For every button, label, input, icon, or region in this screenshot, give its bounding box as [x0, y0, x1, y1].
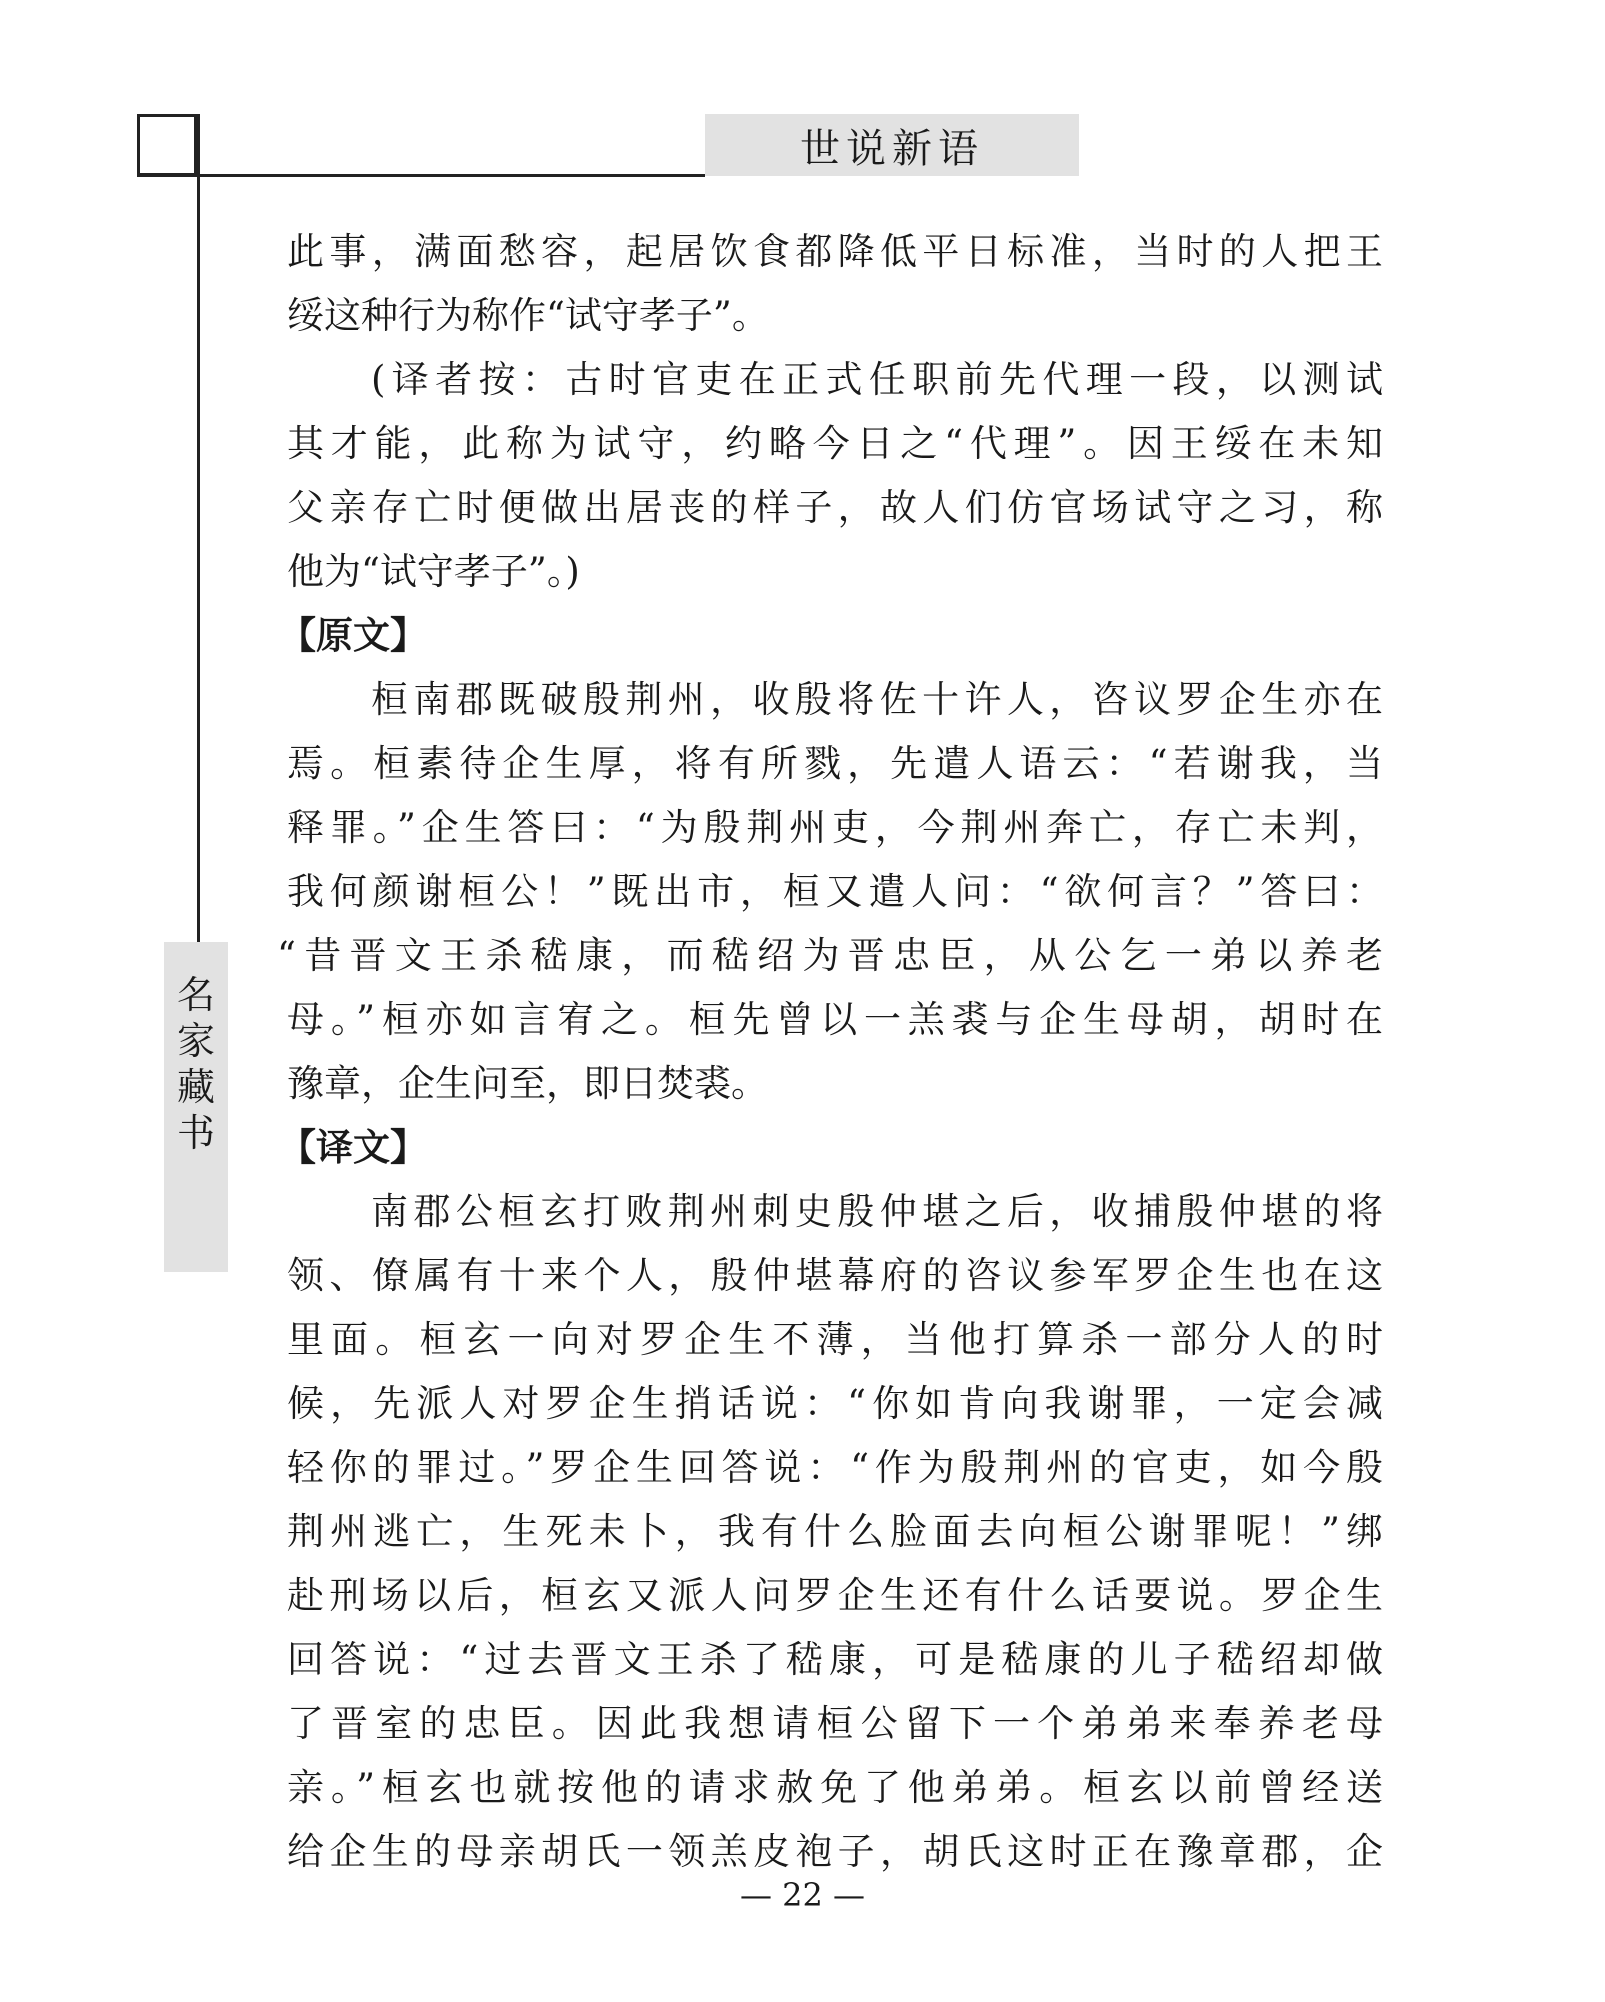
- page-number: — 22 —: [739, 1876, 866, 1914]
- translation-line: 领、僚属有十来个人，殷仲堪幕府的咨议参军罗企生也在这: [287, 1254, 1383, 1297]
- translation-line: 候，先派人对罗企生捎话说：“你如肯向我谢罪，一定会减: [287, 1382, 1383, 1425]
- translation-line: 亲。”桓玄也就按他的请求赦免了他弟弟。桓玄以前曾经送: [287, 1766, 1383, 1809]
- translation-line: 荆州逃亡，生死未卜，我有什么脸面去向桓公谢罪呢！”绑: [287, 1510, 1383, 1553]
- original-line: 母。”桓亦如言宥之。桓先曾以一羔裘与企生母胡，胡时在: [287, 998, 1383, 1041]
- translation-line: 赴刑场以后，桓玄又派人问罗企生还有什么话要说。罗企生: [287, 1574, 1383, 1617]
- side-tab-char: 藏: [176, 1065, 215, 1109]
- book-title: 世说新语: [800, 125, 984, 172]
- translation-line: 回答说：“过去晋文王杀了嵇康，可是嵇康的儿子嵇绍却做: [287, 1638, 1383, 1681]
- original-line: 桓南郡既破殷荆州，收殷将佐十许人，咨议罗企生亦在: [371, 678, 1383, 721]
- translation-line: 里面。桓玄一向对罗企生不薄，当他打算杀一部分人的时: [287, 1318, 1383, 1361]
- header-title-box: [705, 114, 1079, 176]
- original-line: 豫章，企生问至，即日焚裘。: [287, 1062, 768, 1105]
- side-tab-char: 家: [176, 1019, 215, 1063]
- text-line: 此事，满面愁容，起居饮食都降低平日标准，当时的人把王: [287, 230, 1383, 273]
- margin-rule: [197, 114, 200, 942]
- translation-line: 轻你的罪过。”罗企生回答说：“作为殷荆州的官吏，如今殷: [287, 1446, 1383, 1489]
- side-tab: [164, 942, 228, 1272]
- original-line: “昔晋文王杀嵇康，而嵇绍为晋忠臣，从公乞一弟以养老: [277, 934, 1383, 977]
- translator-note-line: (译者按：古时官吏在正式任职前先代理一段，以测试: [371, 358, 1383, 401]
- header-rule: [137, 174, 705, 177]
- header-corner-box: [137, 114, 197, 176]
- text-line: 绥这种行为称作“试守孝子”。: [287, 294, 769, 337]
- translator-note-line: 父亲存亡时便做出居丧的样子，故人们仿官场试守之习，称: [287, 486, 1383, 529]
- side-tab-label: [164, 972, 228, 1156]
- original-heading: 【原文】: [279, 614, 427, 657]
- page-content: [277, 220, 1383, 1884]
- translation-line: 给企生的母亲胡氏一领羔皮袍子，胡氏这时正在豫章郡，企: [287, 1830, 1383, 1873]
- side-tab-char: 书: [176, 1111, 215, 1155]
- translation-line: 了晋室的忠臣。因此我想请桓公留下一个弟弟来奉养老母: [287, 1702, 1383, 1745]
- original-line: 我何颜谢桓公！”既出市，桓又遣人问：“欲何言？”答曰：: [287, 870, 1383, 913]
- translator-note-line: 他为“试守孝子”。): [287, 550, 580, 593]
- translator-note-line: 其才能，此称为试守，约略今日之“代理”。因王绥在未知: [287, 422, 1383, 465]
- translation-line: 南郡公桓玄打败荆州刺史殷仲堪之后，收捕殷仲堪的将: [371, 1190, 1383, 1233]
- translation-heading: 【译文】: [279, 1126, 427, 1169]
- original-line: 焉。桓素待企生厚，将有所戮，先遣人语云：“若谢我，当: [287, 742, 1383, 785]
- original-line: 释罪。”企生答曰：“为殷荆州吏，今荆州奔亡，存亡未判，: [287, 806, 1383, 849]
- side-tab-char: 名: [176, 973, 215, 1017]
